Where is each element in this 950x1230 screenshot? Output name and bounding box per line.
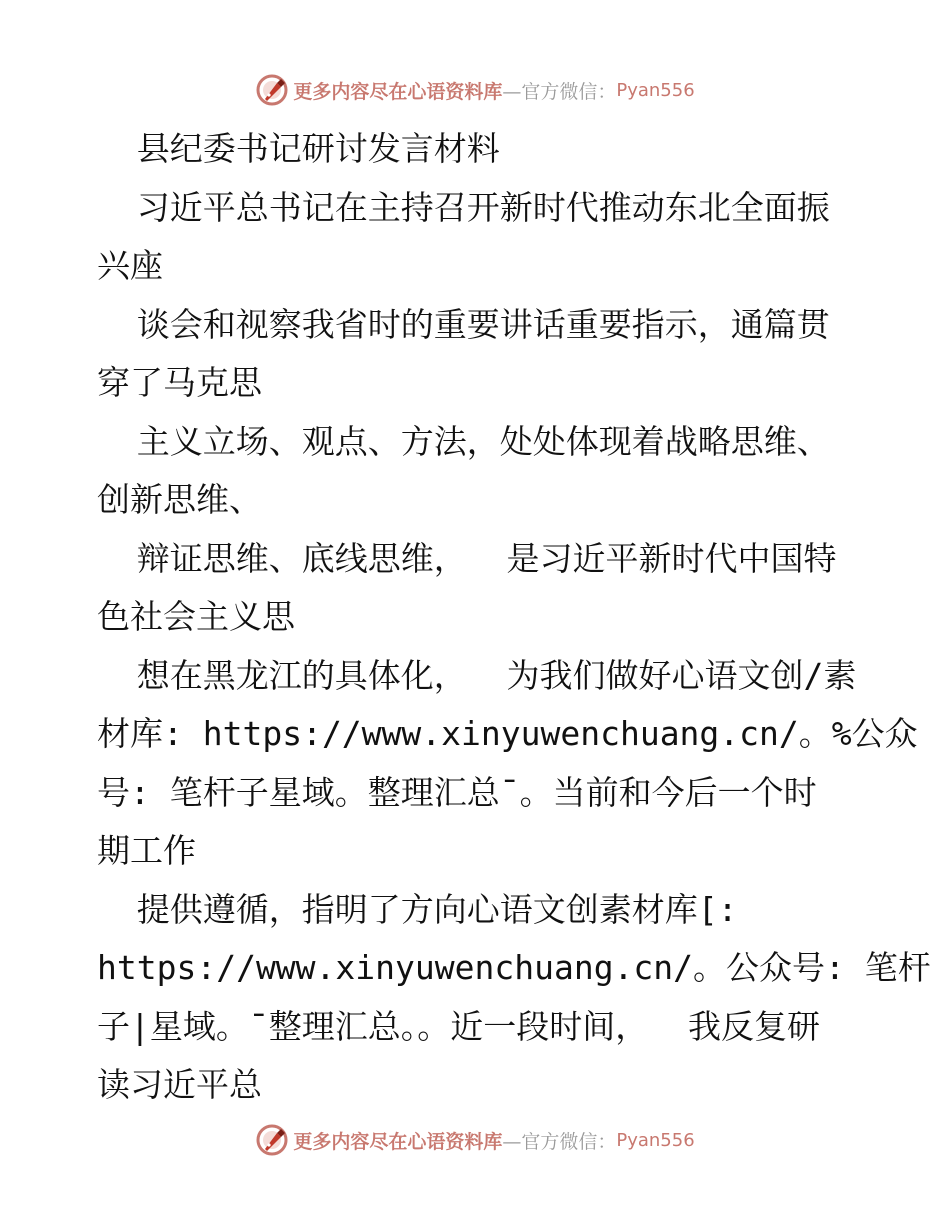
header-banner-title: 更多内容尽在心语资料库: [293, 80, 503, 103]
header-banner[interactable]: [0, 70, 950, 110]
document-line: 创新思维、: [97, 480, 262, 519]
footer-banner[interactable]: [0, 1120, 950, 1160]
pen-nib-logo-icon: [255, 1123, 289, 1157]
document-line: 号: 笔杆子星域。整理汇总¯。当前和今后一个时: [97, 772, 817, 812]
document-line: 辩证思维、底线思维， 是习近平新时代中国特: [97, 538, 837, 578]
document-line: 习近平总书记在主持召开新时代推动东北全面振: [97, 187, 830, 227]
header-banner-wechat-id: Pyan556: [616, 79, 695, 101]
document-line: 提供遵循，指明了方向心语文创素材库[:: [97, 889, 738, 929]
document-line: 兴座: [97, 246, 163, 285]
pen-nib-logo-icon: [255, 73, 289, 107]
document-line: 主义立场、观点、方法，处处体现着战略思维、: [97, 421, 830, 461]
document-line: 县纪委书记研讨发言材料: [97, 129, 500, 168]
document-line: 子|星域。¯整理汇总。。近一段时间， 我反复研: [97, 1006, 820, 1046]
document-line: 色社会主义思: [97, 597, 295, 636]
document-line: 穿了马克思: [97, 363, 262, 402]
document-line: 谈会和视察我省时的重要讲话重要指示，通篇贯: [97, 304, 830, 344]
document-line: 想在黑龙江的具体化， 为我们做好心语文创/素: [97, 655, 857, 695]
footer-banner-wechat-id: Pyan556: [616, 1129, 695, 1151]
document-line: 期工作: [97, 831, 196, 870]
document-line: https://www.xinyuwenchuang.cn/。公众号: 笔杆: [97, 948, 931, 987]
footer-banner-title: 更多内容尽在心语资料库: [293, 1130, 503, 1153]
header-banner-wechat-label: —官方微信：: [502, 80, 617, 103]
document-line: 材库: https://www.xinyuwenchuang.cn/。%公众: [97, 714, 918, 753]
footer-banner-wechat-label: —官方微信：: [502, 1130, 617, 1153]
document-line: 读习近平总: [97, 1065, 262, 1104]
document-body: [97, 120, 931, 1115]
